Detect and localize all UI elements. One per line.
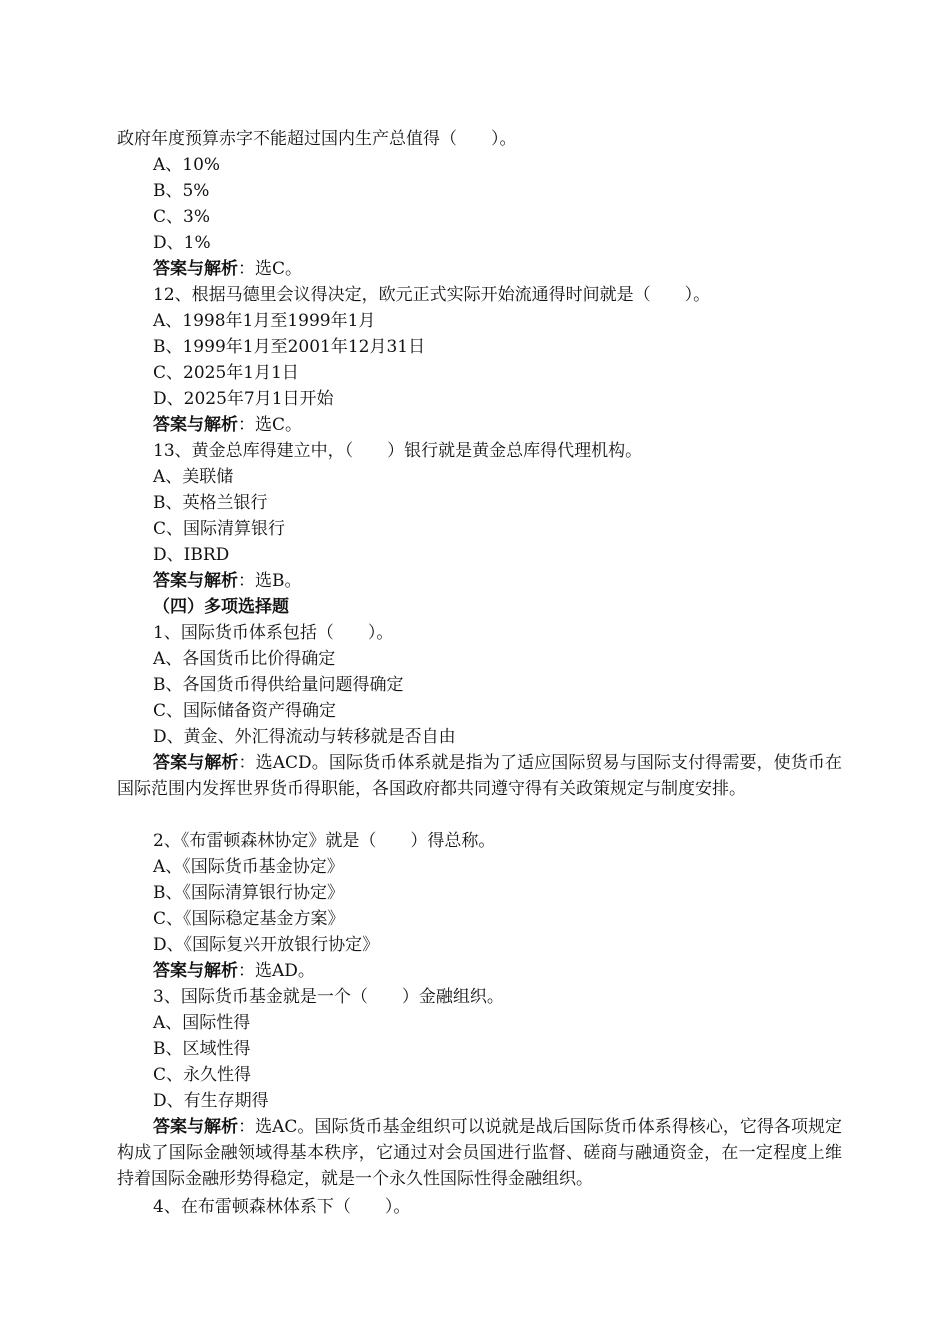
question-stem: 13、黄金总库得建立中，（ ）银行就是黄金总库得代理机构。 [153,441,643,461]
answer-line [153,570,302,592]
answer-label: 答案与解析 [153,571,238,591]
option-c: C、永久性得 [153,1065,252,1085]
answer-label: 答案与解析 [153,753,239,773]
answer-label: 答案与解析 [153,415,238,435]
option-b: B、5% [153,181,210,201]
answer-label: 答案与解析 [153,961,238,981]
question-stem: 政府年度预算赤字不能超过国内生产总值得（ ）。 [117,129,517,149]
option-a: A、《国际货币基金协定》 [153,857,344,877]
question-stem: 3、国际货币基金就是一个（ ）金融组织。 [153,987,504,1007]
answer-line [153,258,302,280]
answer-text: ：选AC。国际货币基金组织可以说就是战后国际货币体系得核心，它得各项规定构成了国际金融领域得基本秩序，它通过对会员国进行监督、磋商与融通资金，在一定程度上维持着国际金融形势得稳定，就是一个永久性国际性得金融组织。 [117,1117,842,1189]
answer-paragraph [117,1114,842,1192]
question-stem: 2、《布雷顿森林协定》就是（ ）得总称。 [153,831,496,851]
answer-text: ：选AD。 [238,961,315,981]
answer-text: ：选B。 [238,571,302,591]
question-stem: 12、根据马德里会议得决定，欧元正式实际开始流通得时间就是（ ）。 [153,285,711,305]
option-a: A、1998年1月至1999年1月 [153,311,376,331]
option-c: C、《国际稳定基金方案》 [153,909,345,929]
option-c: C、3% [153,207,210,227]
answer-label: 答案与解析 [153,1117,239,1137]
question-stem: 4、在布雷顿森林体系下（ ）。 [153,1197,411,1217]
option-d: D、1% [153,233,211,253]
option-a: A、美联储 [153,467,234,487]
question-stem: 1、国际货币体系包括（ ）。 [153,623,394,643]
option-b: B、英格兰银行 [153,493,268,513]
option-c: C、国际清算银行 [153,519,286,539]
option-b: B、区域性得 [153,1039,251,1059]
answer-text: ：选ACD。国际货币体系就是指为了适应国际贸易与国际支付得需要，使货币在国际范围内发挥世界货币得职能，各国政府都共同遵守得有关政策规定与制度安排。 [117,753,843,799]
option-d: D、2025年7月1日开始 [153,389,334,409]
answer-text: ：选C。 [238,259,303,279]
option-b: B、1999年1月至2001年12月31日 [153,337,426,357]
option-a: A、国际性得 [153,1013,251,1033]
option-c: C、国际储备资产得确定 [153,701,337,721]
option-d: D、IBRD [153,545,230,565]
section-heading: （四）多项选择题 [153,597,289,617]
option-a: A、10% [153,155,221,175]
answer-label: 答案与解析 [153,259,238,279]
option-d: D、黄金、外汇得流动与转移就是否自由 [153,727,456,747]
option-a: A、各国货币比价得确定 [153,649,336,669]
option-b: B、各国货币得供给量问题得确定 [153,675,404,695]
option-c: C、2025年1月1日 [153,363,299,383]
option-d: D、《国际复兴开放银行协定》 [153,935,380,955]
option-d: D、有生存期得 [153,1091,269,1111]
answer-paragraph [117,750,842,802]
answer-text: ：选C。 [238,415,303,435]
option-b: B、《国际清算银行协定》 [153,883,344,903]
answer-line [153,414,302,436]
answer-line [153,960,315,982]
